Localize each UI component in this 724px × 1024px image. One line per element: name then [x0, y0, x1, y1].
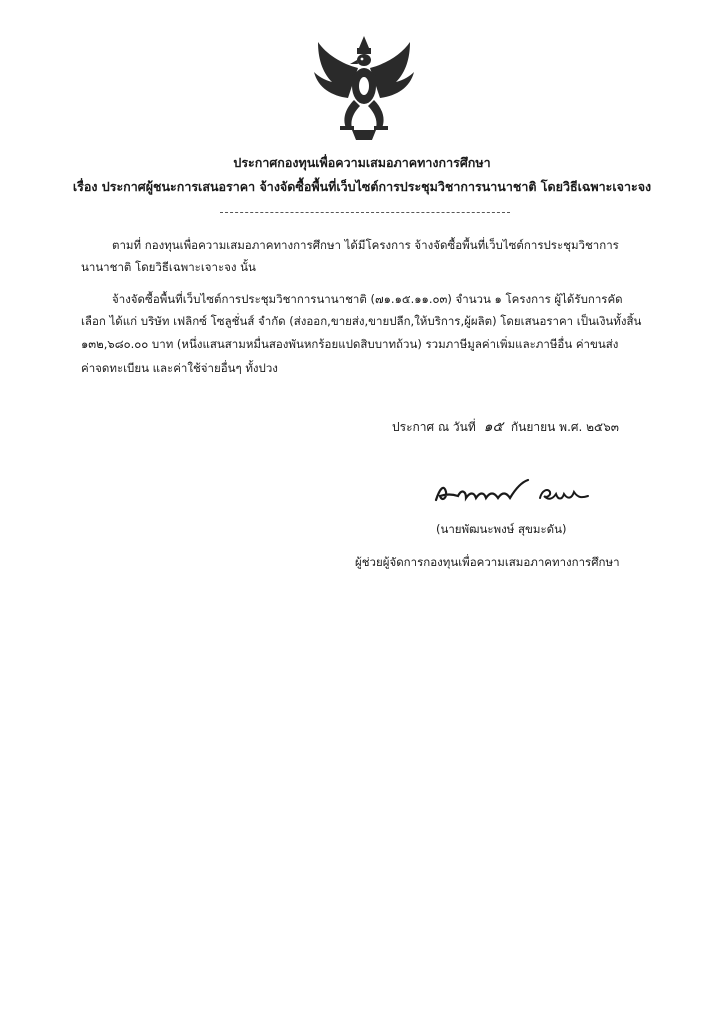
date-prefix: ประกาศ ณ วันที่ — [392, 420, 476, 434]
paragraph-2-line-4: ค่าจดทะเบียน และค่าใช้จ่ายอื่นๆ ทั้งปวง — [81, 361, 278, 375]
date-month-year: กันยายน พ.ศ. ๒๕๖๓ — [510, 420, 619, 434]
signatory-position: ผู้ช่วยผู้จัดการกองทุนเพื่อความเสมอภาคทางการศึกษา — [355, 555, 620, 569]
announcement-date — [392, 416, 619, 438]
paragraph-1-line-2: นานาชาติ โดยวิธีเฉพาะเจาะจง นั้น — [81, 260, 256, 274]
announcement-subject: เรื่อง ประกาศผู้ชนะการเสนอราคา จ้างจัดซื้อพื้นที่เว็บไซต์การประชุมวิชาการนานาชาติ โดยวิธีเฉพาะเจาะจง — [72, 179, 652, 194]
signatory-name: (นายพัฒนะพงษ์ สุขมะดัน) — [436, 522, 567, 536]
paragraph-1-line-1: ตามที่ กองทุนเพื่อความเสมอภาคทางการศึกษา ได้มีโครงการ จ้างจัดซื้อพื้นที่เว็บไซต์การประชุมวิชาการ — [112, 238, 619, 252]
paragraph-2-line-3: ๑๓๒,๖๘๐.๐๐ บาท (หนึ่งแสนสามหมื่นสองพันหกร้อยแปดสิบบาทถ้วน) รวมภาษีมูลค่าเพิ่มและภาษีอื่น ค่าขนส่ง — [81, 337, 619, 351]
date-day: ๑๕ — [483, 419, 504, 435]
paragraph-2-line-2: เลือก ได้แก่ บริษัท เฟลิกซ์ โซลูชั่นส์ จำกัด (ส่งออก,ขายส่ง,ขายปลีก,ให้บริการ,ผู้ผลิต) โดยเสนอราคา เป็นเงินทั้งสิ้น — [81, 314, 642, 328]
garuda-emblem-icon — [312, 36, 416, 142]
announcement-title: ประกาศกองทุนเพื่อความเสมอภาคทางการศึกษา — [233, 155, 491, 170]
divider-rule — [220, 212, 510, 213]
handwritten-signature — [432, 478, 592, 508]
paragraph-2-line-1: จ้างจัดซื้อพื้นที่เว็บไซต์การประชุมวิชาการนานาชาติ (๗๑.๑๕.๑๑.๐๓) จำนวน ๑ โครงการ ผู้ได้รับการคัด — [112, 292, 623, 306]
